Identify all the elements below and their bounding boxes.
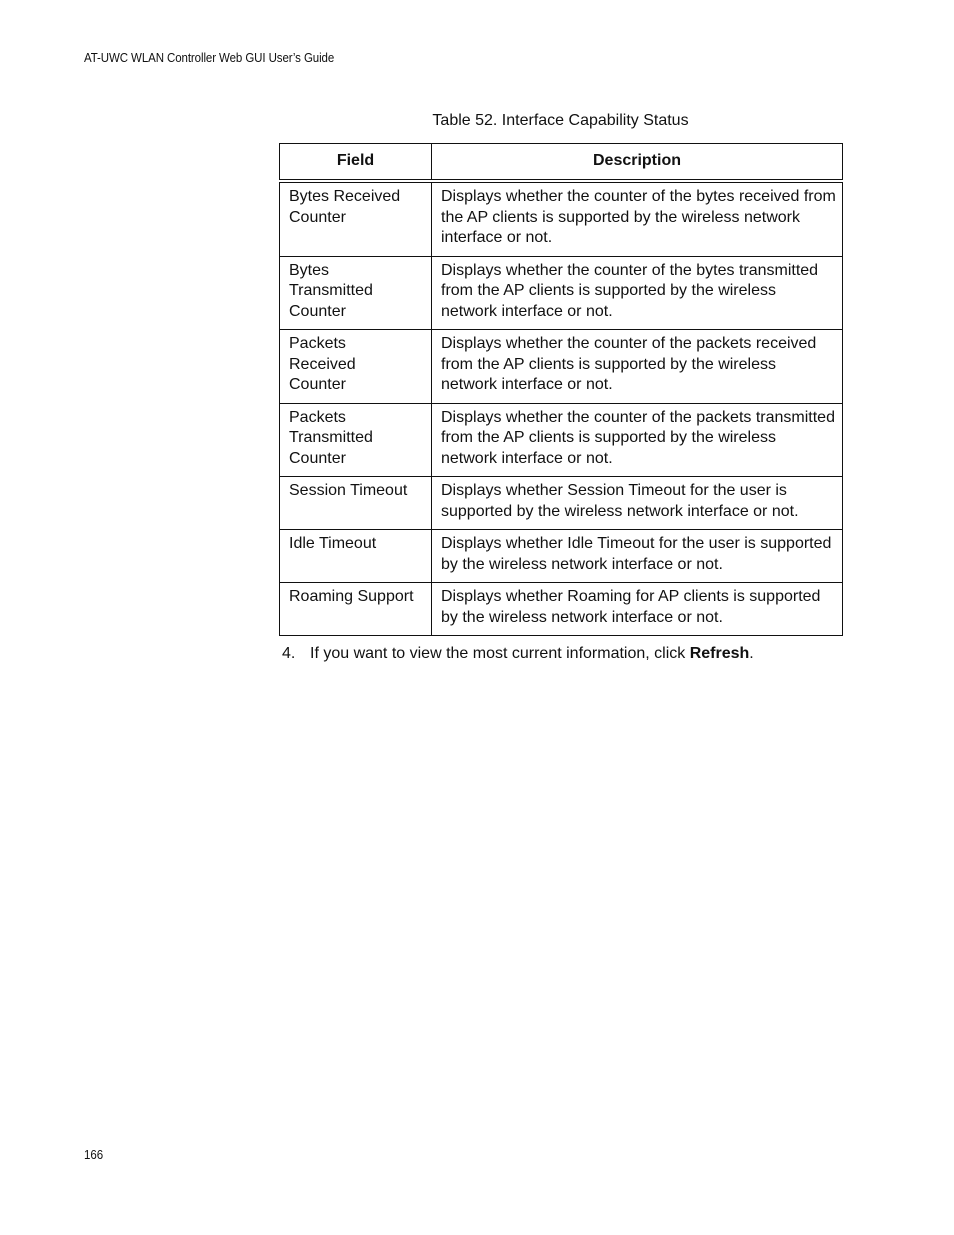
step-number: 4. [282, 645, 296, 662]
table-row [280, 583, 843, 636]
table-header-row [280, 144, 843, 182]
description-cell: Displays whether the counter of the packets transmitted from the AP clients is supported by the wireless network interface or not. [432, 403, 843, 477]
field-cell: Packets Received Counter [280, 330, 432, 404]
description-cell: Displays whether the counter of the bytes received from the AP clients is supported by the wireless network interface or not. [432, 181, 843, 256]
field-cell: Bytes Received Counter [280, 181, 432, 256]
table-row [280, 530, 843, 583]
table-row [280, 330, 843, 404]
field-cell: Roaming Support [280, 583, 432, 636]
description-cell: Displays whether the counter of the bytes transmitted from the AP clients is supported by the wireless network interface or not. [432, 256, 843, 330]
interface-capability-table [279, 143, 843, 636]
running-header: AT-UWC WLAN Controller Web GUI User’s Guide [84, 51, 335, 65]
column-header-description: Description [432, 144, 843, 182]
field-cell: Packets Transmitted Counter [280, 403, 432, 477]
column-header-field: Field [280, 144, 432, 182]
field-cell: Idle Timeout [280, 530, 432, 583]
description-cell: Displays whether Idle Timeout for the user is supported by the wireless network interface or not. [432, 530, 843, 583]
step-text: If you want to view the most current information, click [310, 645, 690, 662]
description-cell: Displays whether Roaming for AP clients is supported by the wireless network interface or not. [432, 583, 843, 636]
page-number: 166 [84, 1148, 104, 1162]
field-cell: Bytes Transmitted Counter [280, 256, 432, 330]
table-row [280, 181, 843, 256]
table-row [280, 477, 843, 530]
field-cell: Session Timeout [280, 477, 432, 530]
procedure-step [282, 645, 754, 663]
table-row [280, 403, 843, 477]
step-period: . [749, 645, 754, 662]
table-caption: Table 52. Interface Capability Status [432, 112, 689, 129]
refresh-label: Refresh [689, 645, 750, 662]
description-cell: Displays whether Session Timeout for the user is supported by the wireless network interface or not. [432, 477, 843, 530]
description-cell: Displays whether the counter of the packets received from the AP clients is supported by the wireless network interface or not. [432, 330, 843, 404]
table-row [280, 256, 843, 330]
